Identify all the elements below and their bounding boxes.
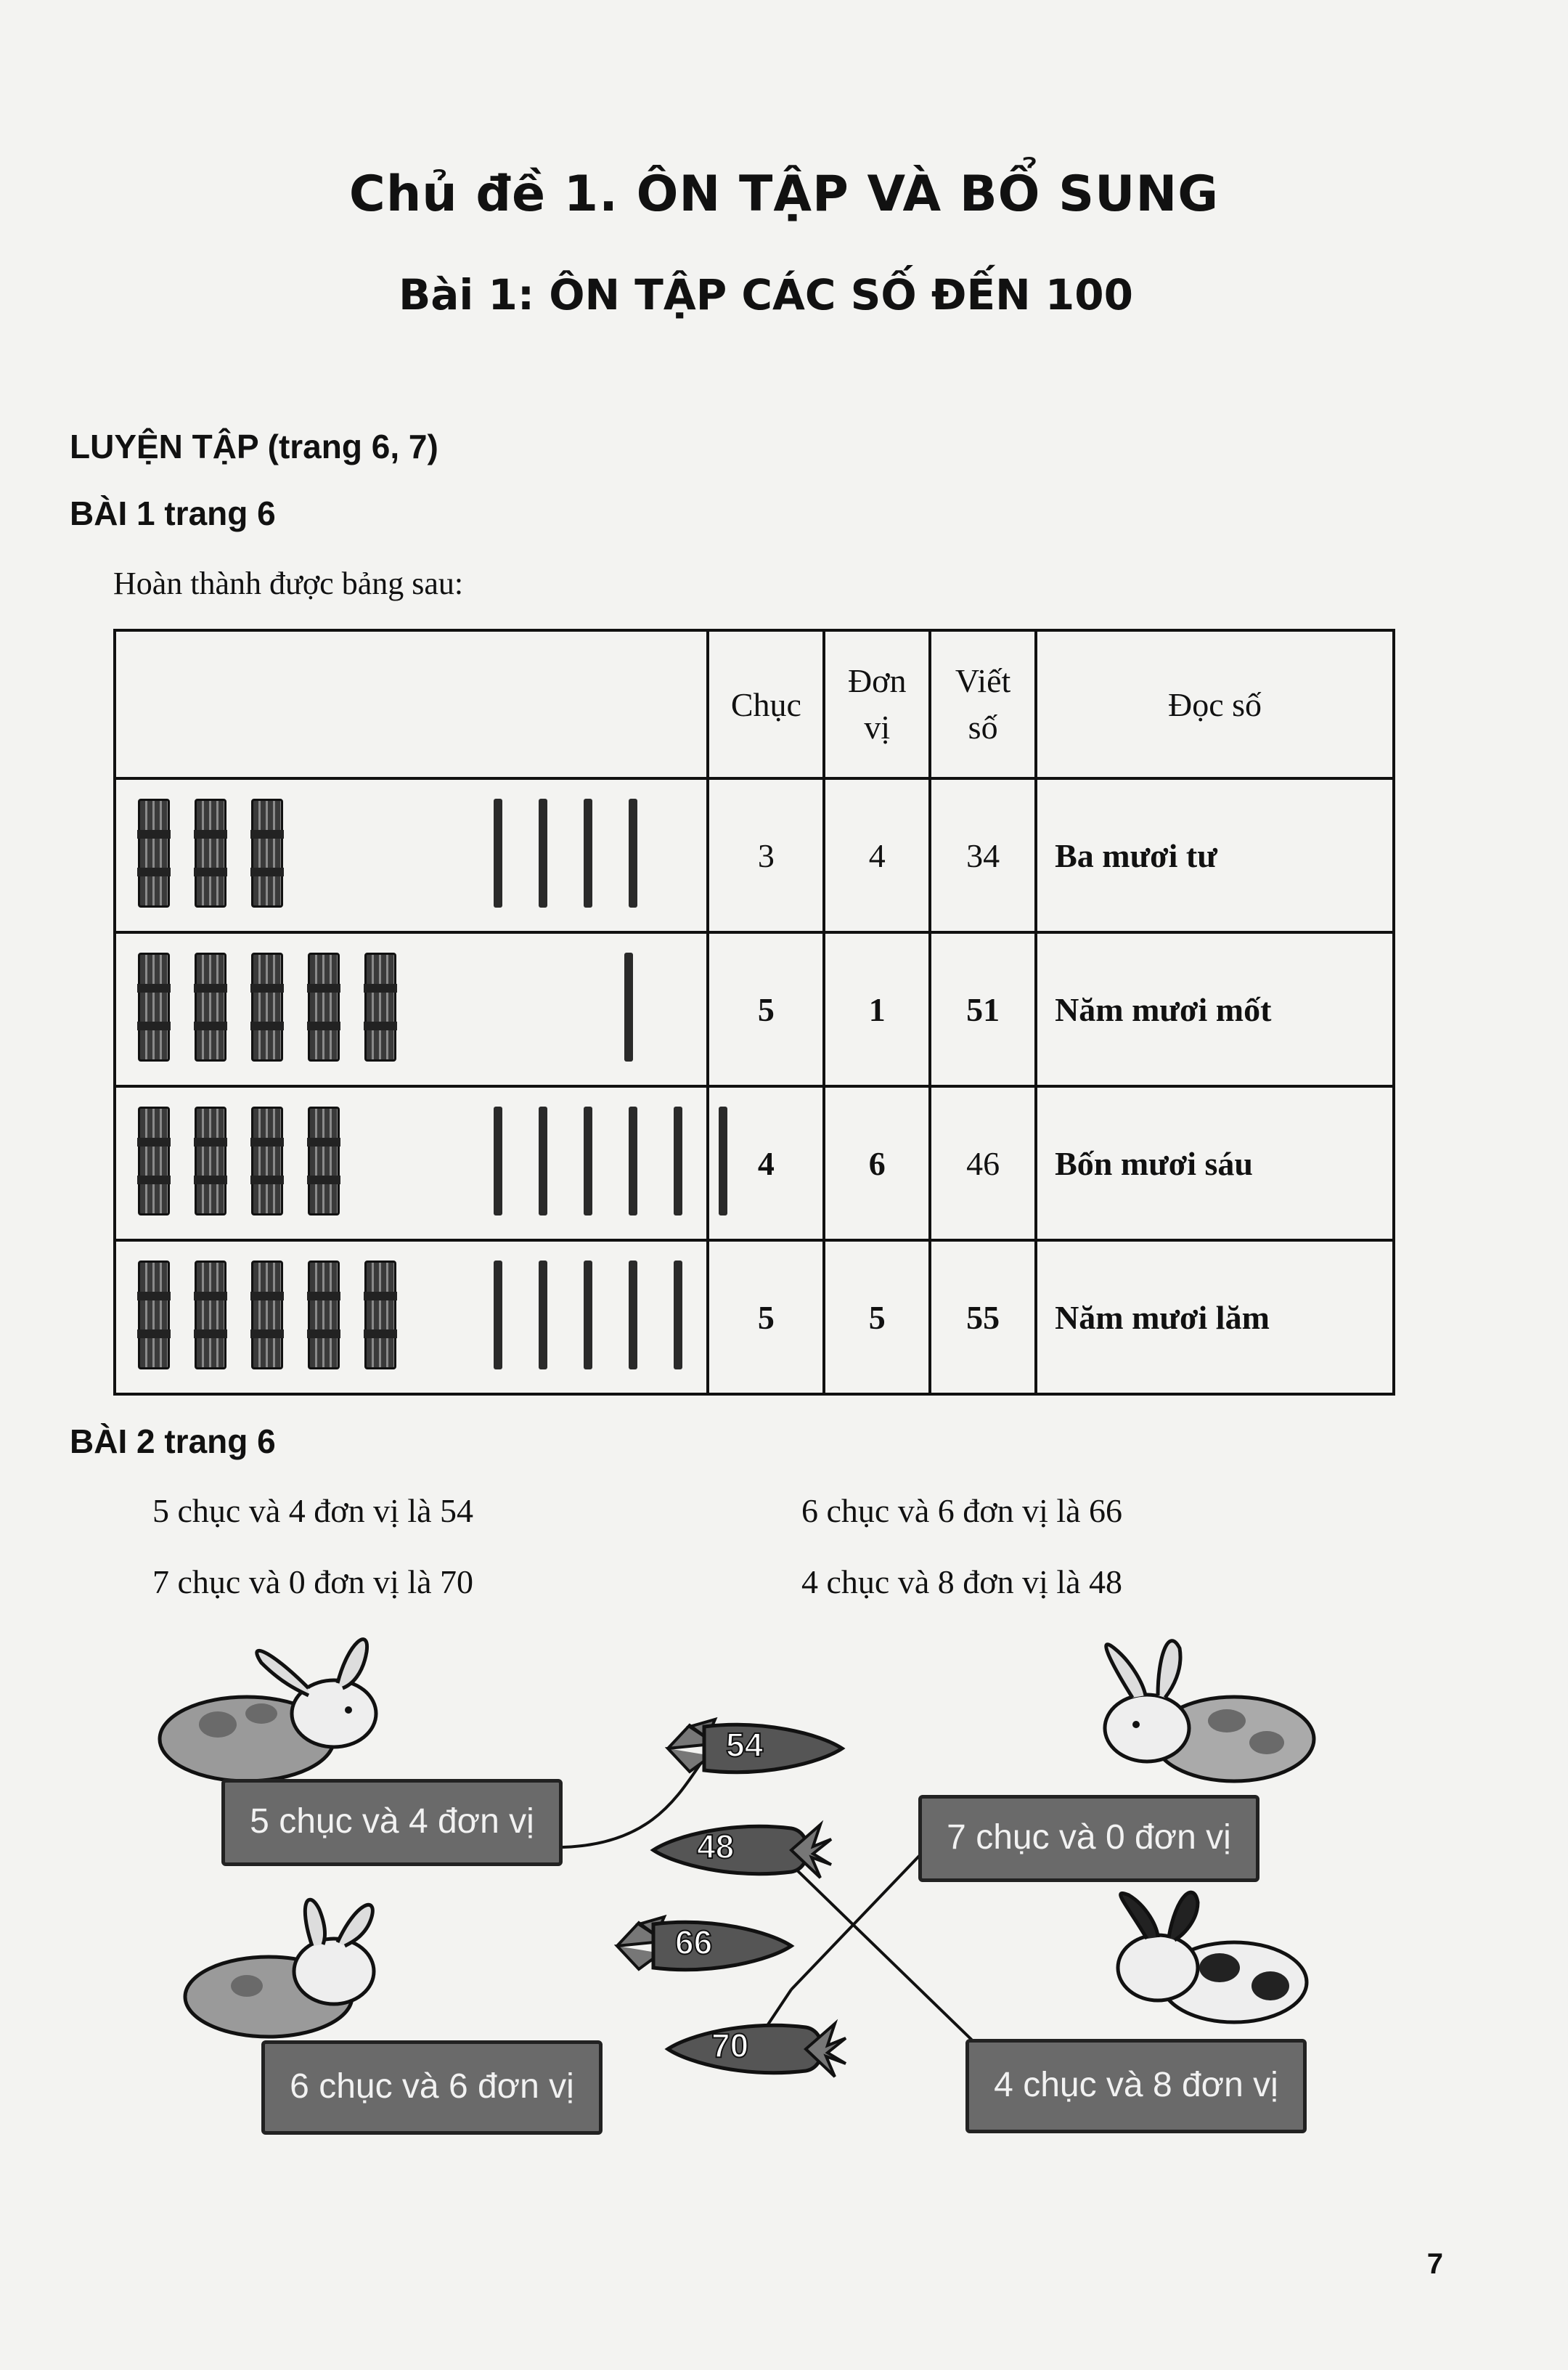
single-stick-icon: [629, 1261, 637, 1369]
number-cell: 55: [930, 1240, 1036, 1394]
ten-stick-bundle-icon: [251, 1107, 283, 1215]
ten-stick-bundle-icon: [251, 953, 283, 1062]
carrot-number: 54: [726, 1726, 764, 1764]
header-reading: Đọc số: [1036, 630, 1394, 778]
reading-cell: Ba mươi tư: [1036, 778, 1394, 932]
ten-stick-bundle-icon: [364, 953, 396, 1062]
carrot-70: [661, 2013, 849, 2088]
answer-line: 6 chục và 6 đơn vị là 66: [801, 1492, 1123, 1529]
table-row: [115, 932, 1394, 1086]
ten-stick-bundle-icon: [308, 1261, 340, 1369]
plank-label: 6 chục và 6 đơn vị: [261, 2040, 603, 2135]
tens-cell: 4: [708, 1086, 824, 1240]
carrot-number: 70: [711, 2027, 749, 2064]
single-stick-icon: [629, 1107, 637, 1215]
ten-stick-bundle-icon: [251, 799, 283, 908]
ten-stick-bundle-icon: [251, 1261, 283, 1369]
ten-stick-bundle-icon: [138, 1261, 170, 1369]
units-cell: 5: [824, 1240, 930, 1394]
carrot-icon: [646, 1814, 835, 1886]
ten-stick-bundle-icon: [138, 799, 170, 908]
single-stick-icon: [624, 953, 633, 1062]
plank-label: 5 chục và 4 đơn vị: [221, 1779, 563, 1866]
single-stick-icon: [629, 799, 637, 908]
single-stick-icon: [584, 1107, 592, 1215]
tens-cell: 5: [708, 932, 824, 1086]
single-stick-icon: [494, 1261, 502, 1369]
header-picture: [115, 630, 708, 778]
single-stick-icon: [719, 1107, 727, 1215]
sticks-picture: [115, 1086, 708, 1240]
reading-cell: Năm mươi mốt: [1036, 932, 1394, 1086]
carrot-48: [646, 1814, 835, 1889]
reading-cell: Năm mươi lăm: [1036, 1240, 1394, 1394]
ten-stick-bundle-icon: [364, 1261, 396, 1369]
plank-label: 7 chục và 0 đơn vị: [918, 1795, 1259, 1882]
header-number: Viết số: [930, 630, 1036, 778]
tens-cell: 5: [708, 1240, 824, 1394]
ten-stick-bundle-icon: [308, 953, 340, 1062]
answer-line: 7 chục và 0 đơn vị là 70: [152, 1563, 474, 1600]
ten-stick-bundle-icon: [195, 1107, 226, 1215]
reading-cell: Bốn mươi sáu: [1036, 1086, 1394, 1240]
header-units: Đơn vị: [824, 630, 930, 778]
single-stick-icon: [539, 1107, 547, 1215]
rabbit-icon: [1096, 1873, 1314, 2033]
single-stick-icon: [584, 1261, 592, 1369]
header-tens: Chục: [708, 630, 824, 778]
section-heading: LUYỆN TẬP (trang 6, 7): [70, 428, 438, 465]
lesson-title: Bài 1: ÔN TẬP CÁC SỐ ĐẾN 100: [399, 270, 1133, 319]
tens-cell: 3: [708, 778, 824, 932]
units-cell: 6: [824, 1086, 930, 1240]
exercise-2-title: BÀI 2 trang 6: [70, 1422, 276, 1460]
number-cell: 51: [930, 932, 1036, 1086]
rabbit-icon: [181, 1888, 421, 2048]
ten-stick-bundle-icon: [138, 953, 170, 1062]
ten-stick-bundle-icon: [195, 1261, 226, 1369]
single-stick-icon: [539, 1261, 547, 1369]
table-header-row: [115, 630, 1394, 778]
number-cell: 34: [930, 778, 1036, 932]
table-row: [115, 1240, 1394, 1394]
ten-stick-bundle-icon: [138, 1107, 170, 1215]
single-stick-icon: [494, 1107, 502, 1215]
single-stick-icon: [674, 1261, 682, 1369]
plank-label: 4 chục và 8 đơn vị: [965, 2039, 1307, 2133]
ten-stick-bundle-icon: [195, 799, 226, 908]
carrot-66: [610, 1910, 799, 1985]
ten-stick-bundle-icon: [308, 1107, 340, 1215]
rabbit-icon: [152, 1619, 414, 1786]
table-row: [115, 778, 1394, 932]
single-stick-icon: [584, 799, 592, 908]
page-title: Chủ đề 1. ÔN TẬP VÀ BỔ SUNG: [348, 166, 1220, 223]
carrot-number: 66: [675, 1923, 713, 1961]
units-cell: 4: [824, 778, 930, 932]
ten-stick-bundle-icon: [195, 953, 226, 1062]
answer-line: 5 chục và 4 đơn vị là 54: [152, 1492, 474, 1529]
number-cell: 46: [930, 1086, 1036, 1240]
exercise-1-title: BÀI 1 trang 6: [70, 494, 276, 532]
table-row: [115, 1086, 1394, 1240]
single-stick-icon: [494, 799, 502, 908]
sticks-picture: [115, 932, 708, 1086]
single-stick-icon: [539, 799, 547, 908]
page-number: 7: [1426, 2248, 1443, 2280]
single-stick-icon: [674, 1107, 682, 1215]
sticks-picture: [115, 778, 708, 932]
carrot-number: 48: [697, 1828, 735, 1865]
matching-illustration: [109, 1641, 1314, 2149]
units-cell: 1: [824, 932, 930, 1086]
sticks-picture: [115, 1240, 708, 1394]
answer-line: 4 chục và 8 đơn vị là 48: [801, 1563, 1123, 1600]
rabbit-icon: [1074, 1619, 1321, 1793]
exercise-1-instruction: Hoàn thành được bảng sau:: [113, 566, 464, 601]
carrot-54: [661, 1712, 849, 1788]
number-table: [113, 629, 1395, 1396]
carrot-icon: [661, 2013, 849, 2085]
